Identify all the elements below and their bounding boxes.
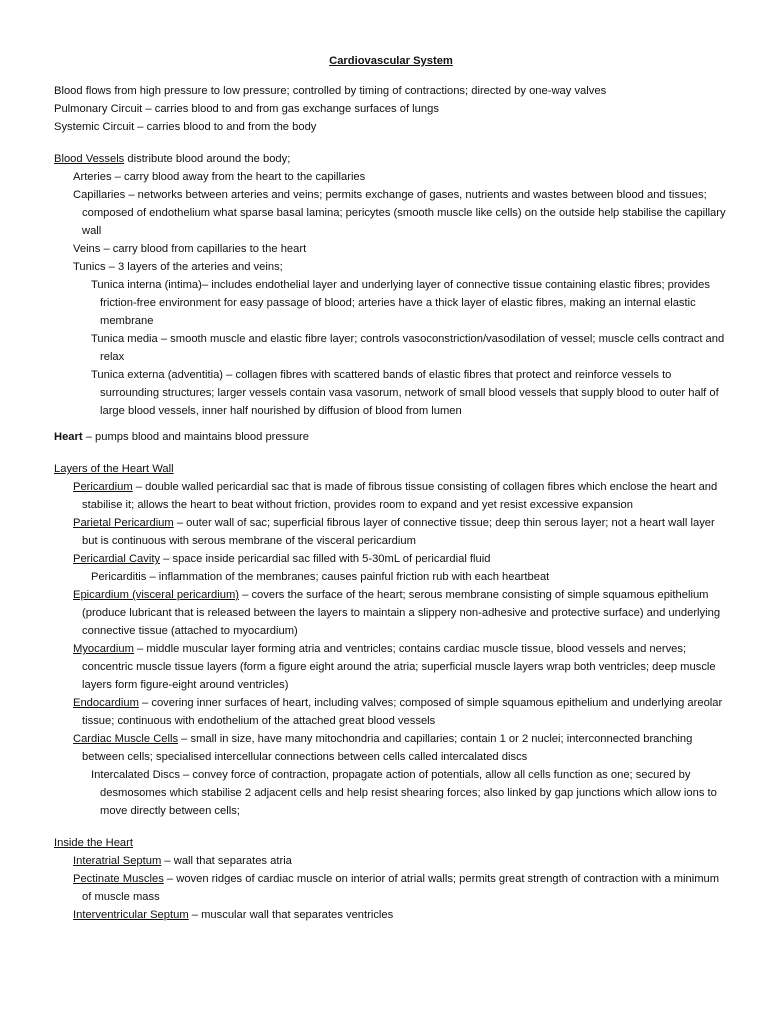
layer-rest: – small in size, have many mitochondria and capillaries; contain 1 or 2 nuclei; interconnected branching between cells; specialised intercellular connections between cells called intercalated discs xyxy=(82,733,693,763)
tunics-definition: Tunics – 3 layers of the arteries and veins; xyxy=(73,261,283,273)
layer-rest: – covering inner surfaces of heart, including valves; composed of simple squamous epithelium and underlying areolar tissue; continuous with endothelium of the attached great blood vessels xyxy=(82,697,723,727)
layer-definition xyxy=(54,514,728,550)
inside-term: Interatrial Septum xyxy=(73,855,162,867)
inside-definition xyxy=(54,906,728,924)
blood-vessels-intro: distribute blood around the body; xyxy=(124,153,291,165)
layer-rest: – middle muscular layer forming atria and ventricles; contains cardiac muscle tissue, blood vessels and nerves; concentric muscle tissue layers (form a figure eight around the atria; superficial muscle layers wrap both ventricles; deep muscle layers form figure-eight around ventricles) xyxy=(82,643,716,691)
layer-definition xyxy=(54,586,728,640)
heart-rest: – pumps blood and maintains blood pressure xyxy=(82,431,309,443)
layer-term: Pericardial Cavity xyxy=(73,553,161,565)
inside-term: Pectinate Muscles xyxy=(73,873,164,885)
layer-term: Epicardium (visceral pericardium) xyxy=(73,589,239,601)
heart-definition xyxy=(54,428,728,446)
layer-definition xyxy=(54,730,728,766)
inside-heart-heading: Inside the Heart xyxy=(54,837,133,849)
layer-term: Cardiac Muscle Cells xyxy=(73,733,179,745)
inside-definition xyxy=(54,870,728,906)
layer-definition xyxy=(54,550,728,568)
intercalated-discs-definition: Intercalated Discs – convey force of contraction, propagate action of potentials, allow all cells function as one; secured by desmosomes which stabilise 2 adjacent cells and help resist shearing forces; also linked by gap junctions which allow ions to move directly between cells; xyxy=(91,769,717,817)
layer-rest: – space inside pericardial sac filled with 5-30mL of pericardial fluid xyxy=(160,553,491,565)
veins-definition: Veins – carry blood from capillaries to the heart xyxy=(73,243,307,255)
page-title: Cardiovascular System xyxy=(329,55,453,67)
intro-line: Systemic Circuit – carries blood to and from the body xyxy=(54,121,317,133)
inside-term: Interventricular Septum xyxy=(73,909,189,921)
layer-term: Parietal Pericardium xyxy=(73,517,174,529)
tunica-externa-definition: Tunica externa (adventitia) – collagen fibres with scattered bands of elastic fibres that protect and reinforce vessels to surrounding structures; larger vessels contain vasa vasorum, network of small blood vessels that supply blood to outer half of large blood vessels, inner half nourished by diffusion of blood from lumen xyxy=(91,369,719,417)
blood-vessels-heading: Blood Vessels xyxy=(54,153,125,165)
layer-rest: – covers the surface of the heart; serous membrane consisting of simple squamous epithelium (produce lubricant that is released between the layers to maintain a slippery non-adhesive and protective surface) and underlying connective tissue (attached to myocardium) xyxy=(82,589,721,637)
pericarditis-definition: Pericarditis – inflammation of the membranes; causes painful friction rub with each heartbeat xyxy=(91,571,550,583)
inside-definition xyxy=(54,852,728,870)
intro-line: Pulmonary Circuit – carries blood to and from gas exchange surfaces of lungs xyxy=(54,103,439,115)
layer-definition xyxy=(54,640,728,694)
layers-heading: Layers of the Heart Wall xyxy=(54,463,174,475)
tunica-media-definition: Tunica media – smooth muscle and elastic fibre layer; controls vasoconstriction/vasodilation of vessel; muscle cells contract and relax xyxy=(91,333,725,363)
layer-definition xyxy=(54,694,728,730)
heart-term: Heart xyxy=(54,431,83,443)
inside-rest: – muscular wall that separates ventricles xyxy=(188,909,394,921)
inside-rest: – wall that separates atria xyxy=(161,855,292,867)
layer-term: Myocardium xyxy=(73,643,134,655)
layer-term: Endocardium xyxy=(73,697,139,709)
capillaries-definition: Capillaries – networks between arteries and veins; permits exchange of gases, nutrients and wastes between blood and tissues; composed of endothelium what sparse basal lamina; pericytes (smooth muscle like cells) on the outside help stabilise the capillary wall xyxy=(73,189,726,237)
tunica-interna-definition: Tunica interna (intima)– includes endothelial layer and underlying layer of connective tissue containing elastic fibres; provides friction-free environment for easy passage of blood; arteries have a thick layer of elastic fibres, making an internal elastic membrane xyxy=(91,279,710,327)
layer-rest: – outer wall of sac; superficial fibrous layer of connective tissue; deep thin serous layer; not a heart wall layer but is continuous with serous membrane of the visceral pericardium xyxy=(82,517,715,547)
arteries-definition: Arteries – carry blood away from the heart to the capillaries xyxy=(73,171,366,183)
layer-definition xyxy=(54,478,728,514)
layer-term: Pericardium xyxy=(73,481,133,493)
layer-rest: – double walled pericardial sac that is made of fibrous tissue consisting of collagen fibres which enclose the heart and stabilise it; allows the heart to beat without friction, provides room to expand and yet resist excessive expansion xyxy=(82,481,718,511)
intro-line: Blood flows from high pressure to low pressure; controlled by timing of contractions; directed by one-way valves xyxy=(54,85,607,97)
blood-vessels-paragraph xyxy=(54,150,728,168)
inside-rest: – woven ridges of cardiac muscle on interior of atrial walls; permits great strength of contraction with a minimum of muscle mass xyxy=(82,873,720,903)
